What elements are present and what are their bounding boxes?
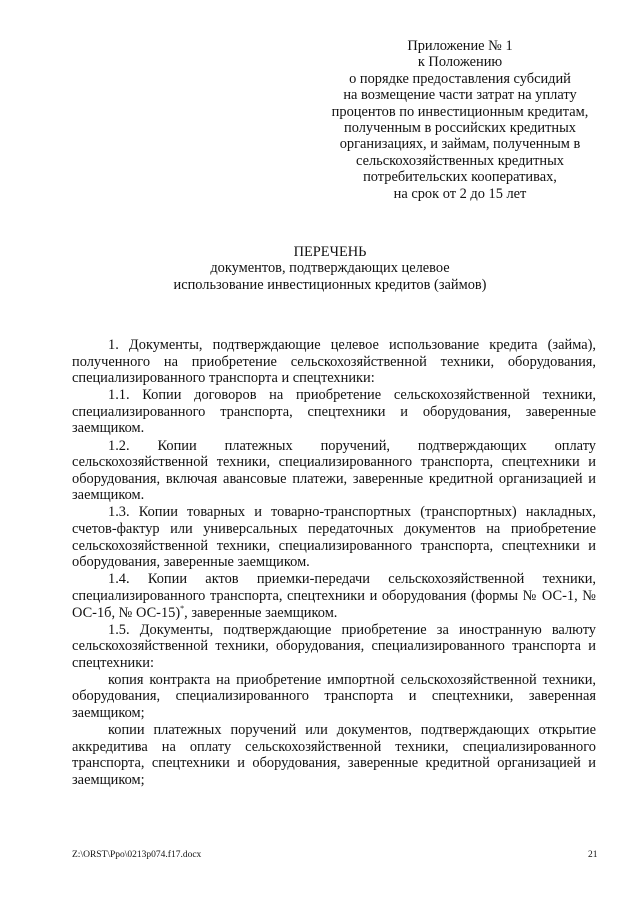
paragraph-contract-copy: копия контракта на приобретение импортной сельскохозяйственной техники, оборудования, специализированного транспорта и спецтехники, заверенная заемщиком; (72, 671, 596, 722)
paragraph-1-3: 1.3. Копии товарных и товарно-транспортных (транспортных) накладных, счетов-фактур или универсальных передаточных документов на приобретение сельскохозяйственной техники, специализированного транспорта, спецтехники и оборудования, заверенные заемщиком. (72, 504, 596, 571)
paragraph-1: 1. Документы, подтверждающие целевое использование кредита (займа), полученного на приобретение сельскохозяйственной техники, оборудования, специализированного транспорта и спецтехники: (72, 337, 596, 387)
appendix-header (310, 38, 610, 202)
appendix-line: потребительских кооперативах, (363, 169, 557, 186)
paragraph-payment-copies: копии платежных поручений или документов, подтверждающих открытие аккредитива на оплату сельскохозяйственной техники, специализированного транспорта, спецтехники и оборудования, заверенные кредитной организацией и заемщиком; (72, 722, 596, 788)
footnote-marker: * (180, 603, 185, 613)
page-number: 21 (588, 850, 598, 860)
appendix-line: на срок от 2 до 15 лет (393, 185, 527, 202)
appendix-line: Приложение № 1 (407, 38, 513, 54)
document-body (72, 337, 596, 789)
paragraph-1-5: 1.5. Документы, подтверждающие приобретение за иностранную валюту сельскохозяйственной техники, оборудования, специализированного транспорта и спецтехники: (72, 621, 596, 671)
appendix-line: сельскохозяйственных кредитных (356, 152, 564, 169)
paragraph-1-4-text: 1.4. Копии актов приемки-передачи сельскохозяйственной техники, специализированного транспорта, спецтехники и оборудования (формы № ОС-1, № ОС-1б, № ОС-15) (72, 571, 596, 621)
appendix-line: полученным в российских кредитных (344, 120, 576, 137)
footer-file-path: Z:\ORST\Ppo\0213p074.f17.docx (72, 850, 202, 860)
title-heading: ПЕРЕЧЕНЬ (293, 244, 367, 260)
paragraph-1-1: 1.1. Копии договоров на приобретение сельскохозяйственной техники, специализированного транспорта, спецтехники и оборудования, заверенные заемщиком. (72, 387, 596, 437)
title-line-2: использование инвестиционных кредитов (займов) (173, 276, 487, 293)
paragraph-1-2: 1.2. Копии платежных поручений, подтверждающих оплату сельскохозяйственной техники, специализированного транспорта, спецтехники и оборудования, включая авансовые платежи, заверенные кредитной организацией и заемщиком. (72, 437, 596, 504)
paragraph-1-4 (72, 571, 596, 621)
appendix-line: о порядке предоставления субсидий (349, 70, 571, 87)
paragraph-1-4-tail: , заверенные заемщиком. (184, 604, 338, 621)
appendix-line: организациях, и займам, полученным в (339, 136, 581, 153)
document-title (60, 244, 600, 293)
title-line-1: документов, подтверждающих целевое (210, 260, 450, 277)
appendix-line: к Положению (417, 54, 503, 71)
appendix-line: на возмещение части затрат на уплату (343, 87, 577, 104)
appendix-line: процентов по инвестиционным кредитам, (331, 103, 589, 120)
